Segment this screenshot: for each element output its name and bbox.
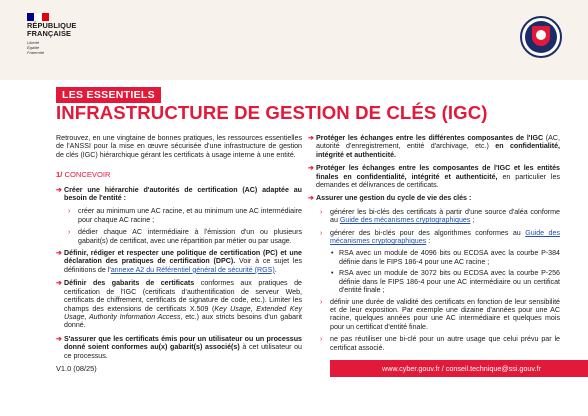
crypto-guide-link[interactable]: Guide des mécanismes cryptographiques — [339, 216, 471, 225]
page-title: INFRASTRUCTURE DE GESTION DE CLÉS (IGC) — [56, 102, 488, 123]
list-item: ➔ Créer une hiérarchie d'autorités de certification (AC) adaptée au besoin de l'entité : — [56, 185, 302, 203]
list-item: ➔ Assurer une gestion du cycle de vie des clés : — [308, 194, 472, 203]
footer-links[interactable]: www.cyber.gouv.fr / conseil.technique@ssi.gouv.fr — [382, 364, 541, 373]
sub-item: › ne pas réutiliser une bi-clé pour un autre usage que celui prévu par le certificat associé. — [320, 335, 560, 352]
section-heading: 1/ CONCEVOIR — [56, 170, 111, 180]
right-column — [308, 134, 560, 356]
version-label: V1.0 (08/25) — [56, 364, 97, 373]
bullet-icon: • — [331, 249, 334, 258]
arrow-icon: ➔ — [308, 164, 314, 173]
list-item: ➔ Définir, rédiger et respecter une politique de certification (PC) et une déclaration des pratiques de certification (DPC). Voir à ce sujet les définitions de l'annexe A2 du Référentiel général de sécurité (RGS). — [56, 249, 302, 274]
list-item: ➔ Protéger les échanges entre les différentes composantes de l'IGC (AC, autorité d'enregistrement, entité d'archivage, etc.) en confidentialité, intégrité et authenticité. — [308, 134, 561, 159]
arrow-icon: ➔ — [308, 194, 314, 203]
rgs-annex-link[interactable]: annexe A2 du Référentiel général de sécurité (RGS) — [110, 265, 275, 274]
crypto-guide-link[interactable]: Guide des mécanismes cryptographiques — [330, 228, 560, 246]
bullet-item: • RSA avec un module de 3072 bits ou ECDSA avec la courbe P-256 définie dans le FIPS 186-4 pour une AC intermédiaire ou un certificat d'entité finale ; — [331, 269, 560, 295]
republique-francaise-logo: RÉPUBLIQUE FRANÇAISE — [27, 21, 77, 38]
list-item: ➔ Protéger les échanges entre les composantes de l'IGC et les entités finales en confidentialité, intégrité et authenticité, en particulier les demandes et délivrances de certificats. — [308, 164, 561, 190]
chevron-right-icon: › — [320, 207, 323, 216]
sub-item: › définir une durée de validité des certificats en fonction de leur sensibilité et de leur exposition. Par exemple une dizaine d'années pour une AC racine, quelques années pour une AC intermédiaire et quelques mois pour un certificat d'entité finale. — [320, 297, 560, 331]
left-column — [56, 134, 302, 365]
marianne-flag-icon — [27, 13, 49, 21]
devise: Liberté Égalité Fraternité — [27, 40, 45, 55]
sub-item: › générer des bi-clés pour des algorithmes conformes au Guide des mécanismes cryptographiques : — [320, 228, 560, 246]
arrow-icon: ➔ — [56, 249, 62, 258]
footer-contact-bar — [330, 360, 588, 377]
list-item: ➔ S'assurer que les certificats émis pour un utilisateur ou un processus donné soient conformes au(x) gabarit(s) associé(s) à cet utilisateur ou ce processus. — [56, 334, 302, 360]
sub-item: › dédier chaque AC intermédiaire à l'émission d'un ou plusieurs gabarit(s) de certificat, avec une répartition par métier ou par usage. — [68, 228, 302, 245]
intro-text: Retrouvez, en une vingtaine de bonnes pratiques, les ressources essentielles de l'ANSSI pour la mise en œuvre sécurisée d'une infrastructure de gestion de clés (IGC) hiérarchique gérant les certificats à usage interne à une entité. — [56, 134, 302, 159]
anssi-shield-icon — [520, 16, 562, 58]
sub-item: › générer les bi-clés des certificats à partir d'une source d'aléa conforme au Guide des mécanismes cryptographiques ; — [320, 207, 560, 225]
sub-item: › créer au minimum une AC racine, et au minimum une AC intermédiaire pour chaque AC racine ; — [68, 207, 302, 224]
arrow-icon: ➔ — [56, 279, 62, 288]
chevron-right-icon: › — [320, 228, 323, 237]
header — [0, 0, 588, 80]
chevron-right-icon: › — [320, 335, 323, 344]
arrow-icon: ➔ — [56, 185, 62, 194]
bullet-item: • RSA avec un module de 4096 bits ou ECDSA avec la courbe P-384 définie dans le FIPS 186-4 pour une AC racine ; — [331, 249, 560, 266]
badge-essentiels: LES ESSENTIELS — [56, 87, 161, 103]
bullet-icon: • — [331, 269, 334, 278]
arrow-icon: ➔ — [56, 334, 62, 343]
chevron-right-icon: › — [320, 297, 323, 306]
chevron-right-icon: › — [68, 207, 71, 216]
list-item: ➔ Définir des gabarits de certificats conformes aux pratiques de certification de l'IGC (certificats d'authentification de serveur Web, certificats de chiffrement, certificats de signature de code, etc.). Limiter les champs des extensions de certificats X.509 (Key Usage, Extended Key Usage, Authority Information Access, etc.) aux stricts besoins d'un gabarit donné. — [56, 279, 303, 330]
arrow-icon: ➔ — [308, 134, 314, 142]
chevron-right-icon: › — [68, 228, 71, 237]
